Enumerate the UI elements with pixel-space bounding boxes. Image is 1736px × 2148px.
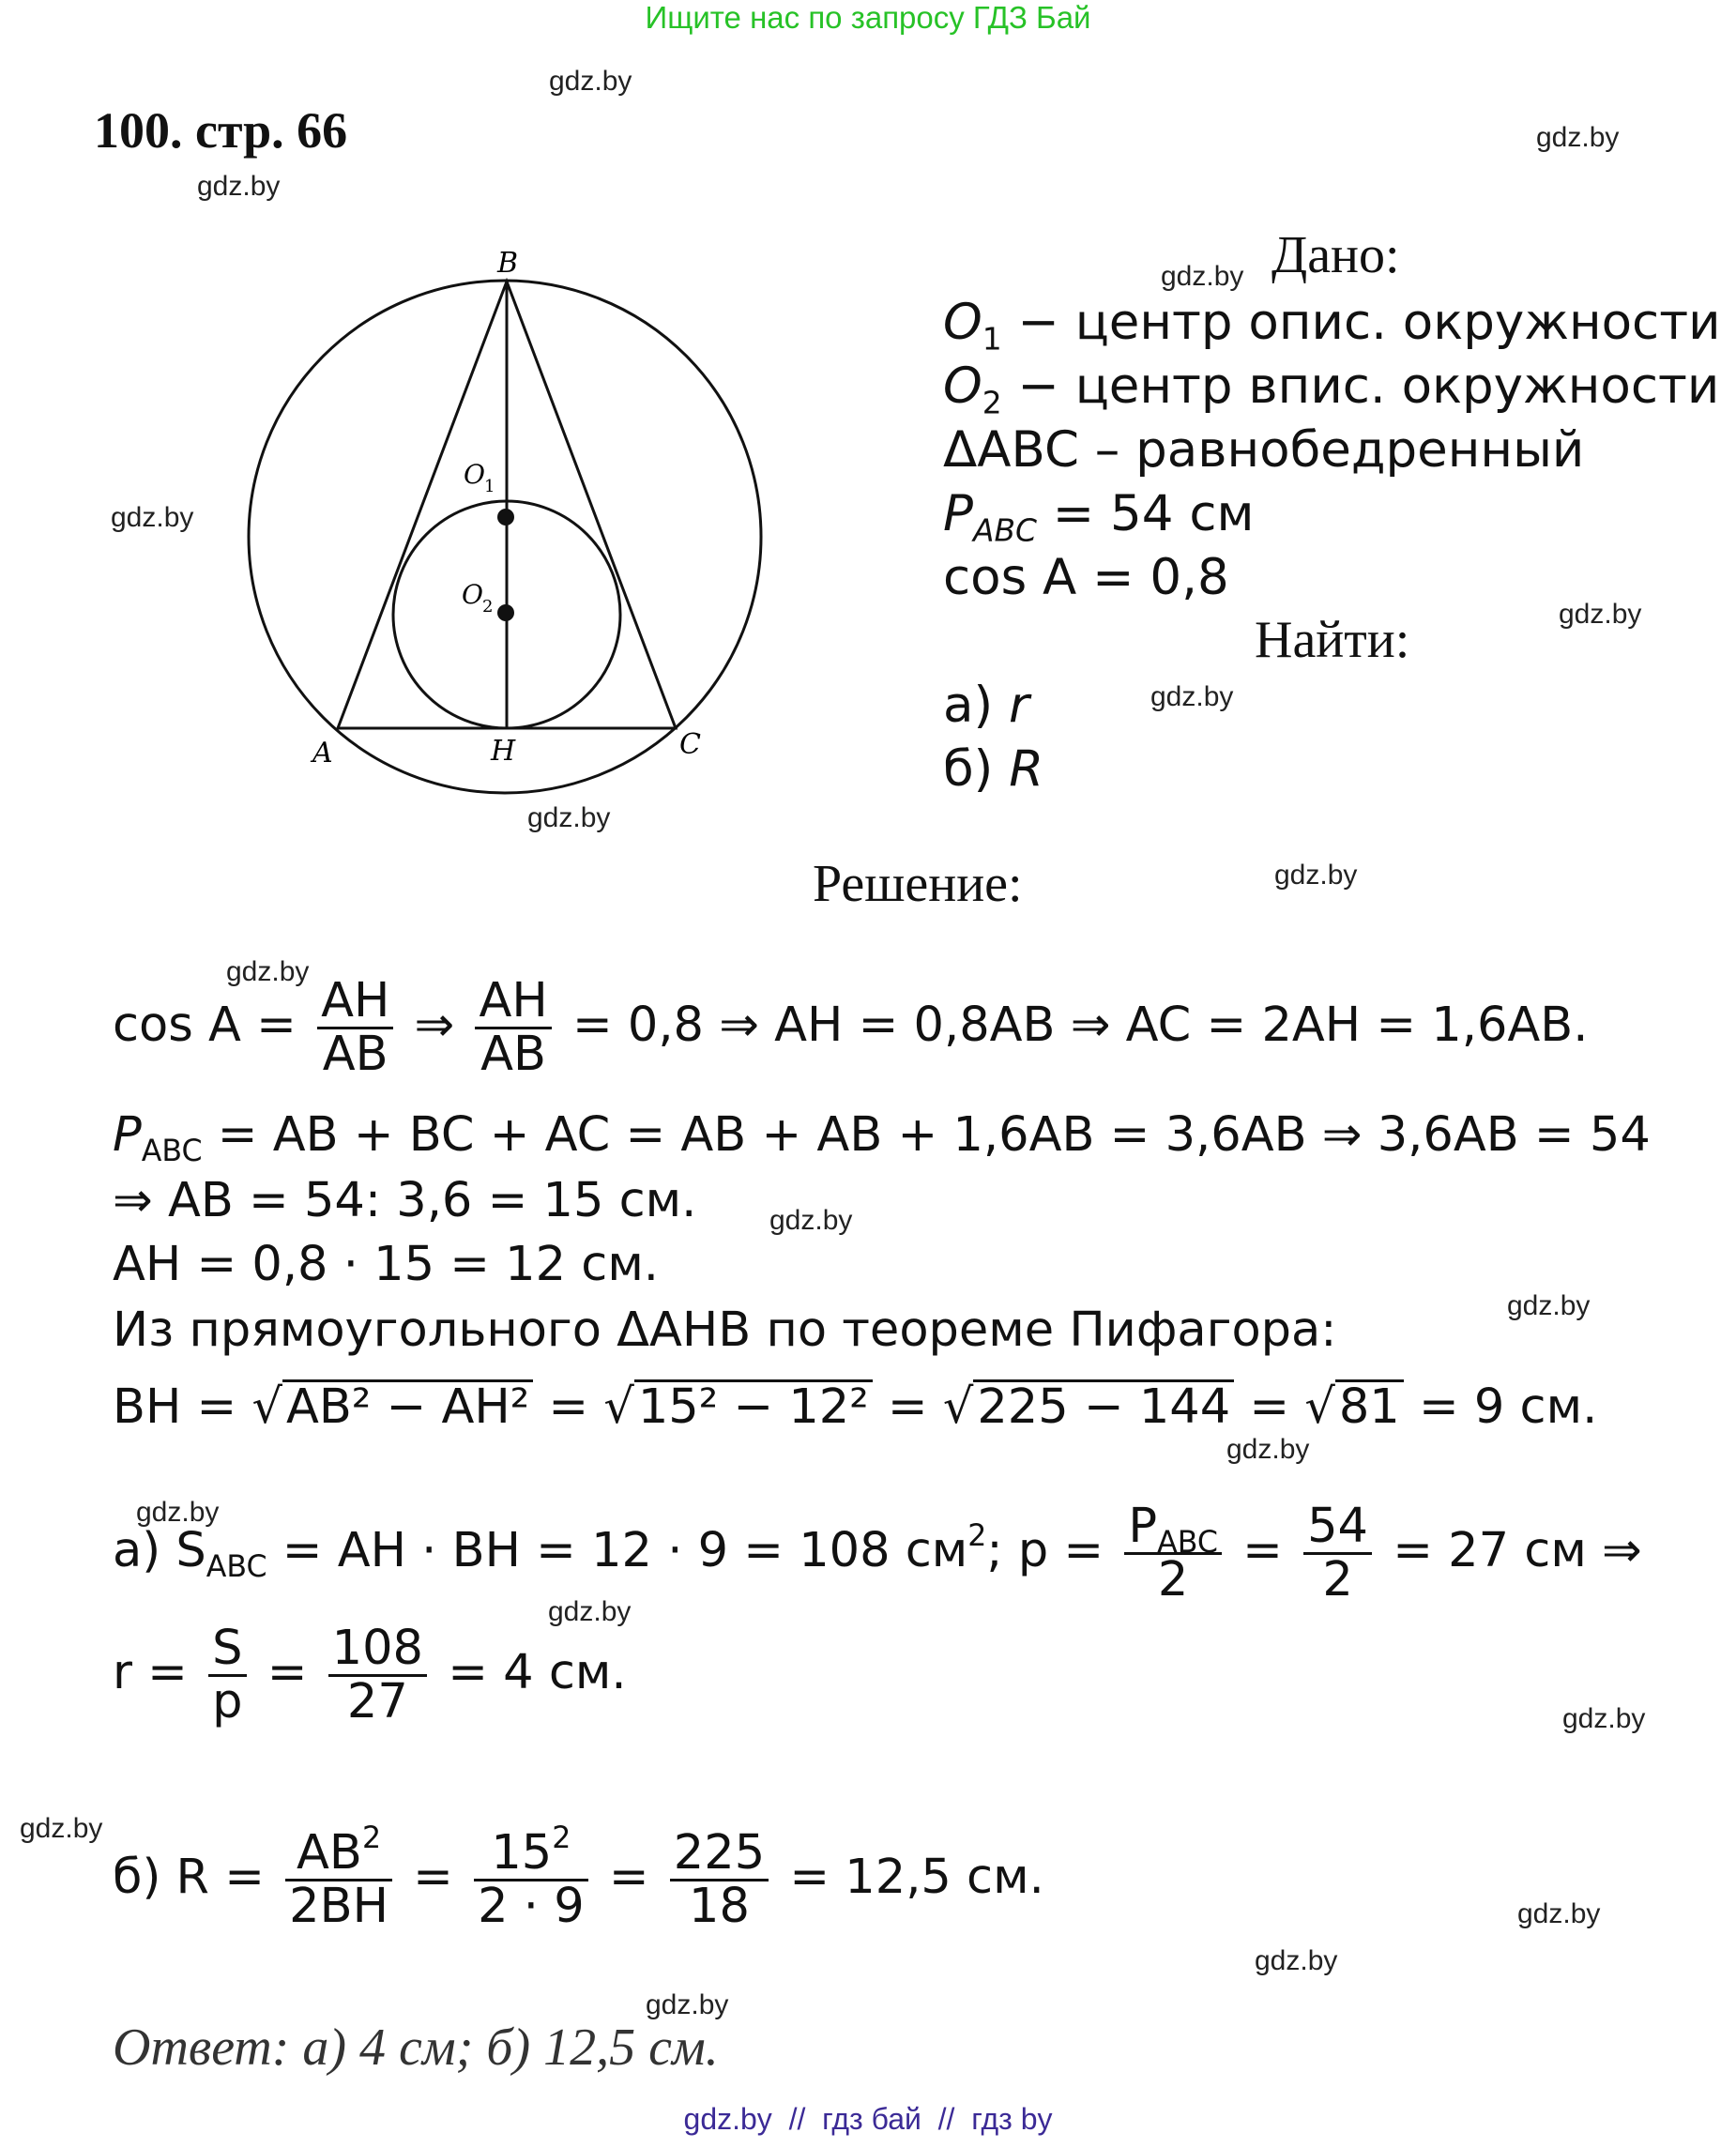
label-h: H: [491, 735, 516, 768]
find-a: а) r: [943, 677, 1029, 734]
watermark: gdz.by: [111, 502, 194, 533]
solution-line-8: r = $\frac{S}{p}$ = $\frac{108}{27}$ = 4 см.: [113, 1621, 627, 1729]
find-b: б) R: [943, 740, 1044, 798]
solution-line-6: BH = √AB² − AH² = √15² − 12² = √225 − 144 = √81 = 9 см.: [113, 1379, 1598, 1435]
header-search-link[interactable]: Ищите нас по запросу ГДЗ Бай: [645, 0, 1091, 35]
label-c: C: [679, 728, 701, 761]
find-heading: Найти:: [1255, 611, 1410, 669]
watermark: gdz.by: [1274, 860, 1358, 891]
given-line-1: $O_1$ − центр опис. окружности: [943, 294, 1721, 358]
given-line-3: ΔABC – равнобедренный: [943, 421, 1585, 479]
point-o1: [497, 509, 514, 526]
label-o2-sub: 2: [482, 597, 494, 617]
watermark: gdz.by: [197, 171, 281, 202]
watermark: gdz.by: [527, 802, 611, 833]
watermark: gdz.by: [1255, 1945, 1338, 1976]
watermark: gdz.by: [549, 66, 632, 97]
solution-line-7: а) $S_{ABC}$ = AH · BH = 12 · 9 = 108 $см^2$; p = $\frac{P_{ABC}}{2}$ = $\frac{54}{2}$ = 27 см ⇒: [113, 1499, 1642, 1607]
label-o1-sub: 1: [484, 477, 495, 496]
watermark: gdz.by: [1536, 122, 1620, 153]
given-line-4: $P_{ABC} = 54$ см: [943, 485, 1255, 549]
watermark: gdz.by: [1150, 681, 1234, 712]
answer-line: Ответ: а) 4 см; б) 12,5 см.: [113, 2019, 719, 2077]
watermark: gdz.by: [1507, 1290, 1591, 1321]
solution-line-1: cos A = $\frac{AH}{AB}$ ⇒ $\frac{AH}{AB}$ = 0,8 ⇒ AH = 0,8AB ⇒ AC = 2AH = 1,6AB.: [113, 973, 1589, 1082]
solution-line-3: ⇒ AB = 54: 3,6 = 15 см.: [113, 1173, 697, 1228]
label-o1: O: [464, 459, 485, 490]
label-b: B: [497, 247, 519, 280]
watermark: gdz.by: [1161, 261, 1244, 292]
solution-heading: Решение:: [813, 855, 1023, 913]
problem-title: 100. стр. 66: [94, 102, 348, 159]
label-a: A: [312, 737, 333, 769]
given-heading: Дано:: [1272, 226, 1400, 284]
watermark: gdz.by: [1226, 1434, 1310, 1465]
given-line-5: cos A = 0,8: [943, 549, 1229, 606]
watermark: gdz.by: [769, 1205, 853, 1236]
circumscribed-circle: [249, 281, 761, 793]
solution-line-5: Из прямоугольного ΔAHB по теореме Пифагора:: [113, 1303, 1337, 1358]
watermark: gdz.by: [548, 1596, 632, 1627]
watermark: gdz.by: [646, 1989, 729, 2020]
given-line-2: $O_2$ − центр впис. окружности: [943, 358, 1720, 421]
label-o2: O: [462, 579, 483, 610]
footer-links[interactable]: gdz.by // гдз бай // гдз by: [683, 2102, 1053, 2136]
watermark: gdz.by: [226, 956, 310, 987]
point-o2: [497, 604, 514, 621]
solution-line-2: $P_{ABC}$ = AB + BC + AC = AB + AB + 1,6AB = 3,6AB ⇒ 3,6AB = 54: [113, 1107, 1651, 1169]
geometry-figure: [225, 235, 788, 816]
watermark: gdz.by: [1559, 599, 1642, 630]
watermark: gdz.by: [1517, 1898, 1601, 1929]
watermark: gdz.by: [136, 1497, 220, 1528]
solution-line-4: AH = 0,8 · 15 = 12 см.: [113, 1237, 660, 1292]
watermark: gdz.by: [1562, 1703, 1646, 1734]
watermark: gdz.by: [20, 1813, 103, 1844]
solution-line-9: б) R = $\frac{AB^2}{2BH}$ = $\frac{15^2}{2 \cdot 9}$ = $\frac{225}{18}$ = 12,5 см.: [113, 1820, 1044, 1934]
